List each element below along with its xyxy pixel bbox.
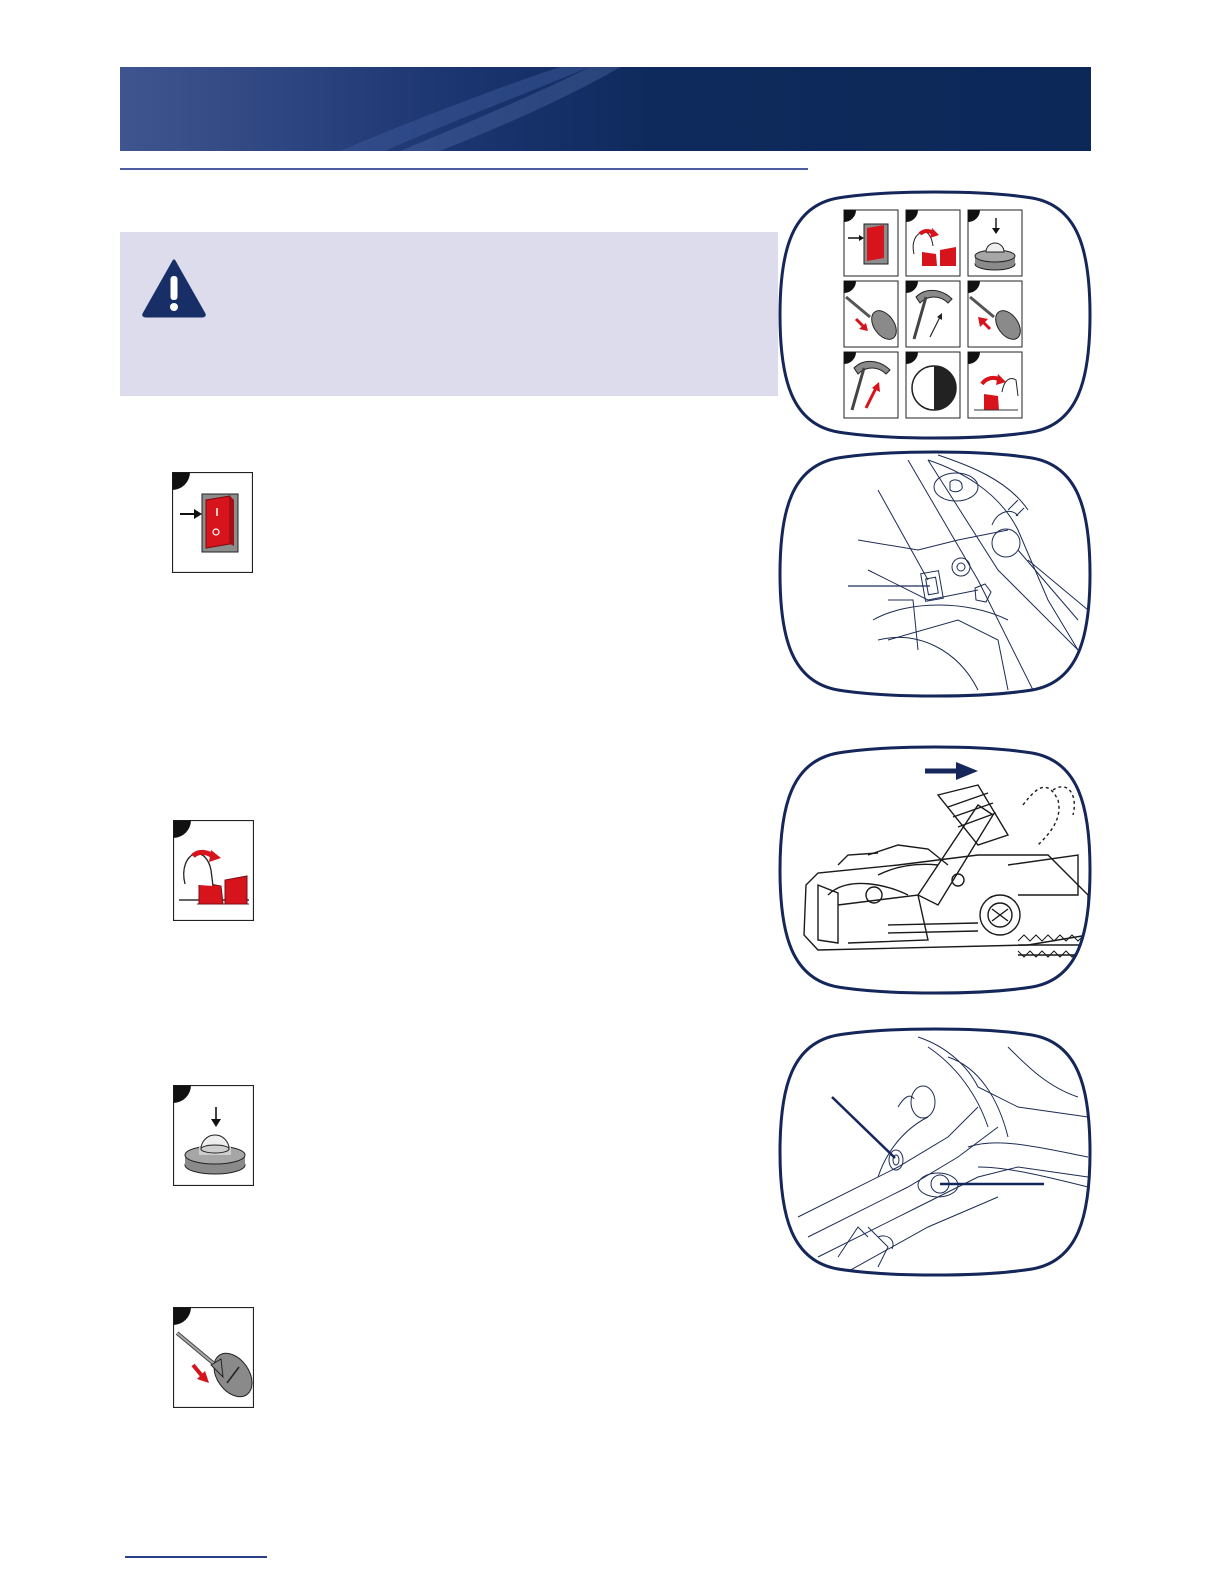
grid-choke-push-icon <box>968 281 1025 347</box>
warning-box <box>120 232 778 396</box>
overview-illustration <box>778 190 1092 440</box>
chainsaw-illustration <box>778 745 1092 995</box>
grid-half-choke-icon <box>906 352 960 418</box>
on-off-switch-icon <box>172 472 253 573</box>
grid-starter-pull-2-icon <box>844 352 898 418</box>
grid-chain-brake-icon <box>906 210 960 276</box>
section-rule <box>120 168 808 170</box>
primer-choke-location-illustration <box>778 1027 1092 1277</box>
warning-triangle-icon <box>141 258 207 318</box>
choke-lever-icon <box>173 1307 254 1408</box>
chain-brake-icon <box>173 820 254 921</box>
primer-bulb-icon <box>173 1085 254 1186</box>
header-band <box>120 67 1091 151</box>
footer-rule <box>125 1556 267 1558</box>
grid-primer-bulb-icon <box>968 210 1022 276</box>
grid-starter-pull-icon <box>906 281 960 347</box>
grid-chain-brake-release-icon <box>968 352 1022 418</box>
switch-location-illustration <box>778 450 1092 698</box>
grid-on-off-switch-icon <box>844 210 898 276</box>
grid-choke-lever-icon <box>844 281 901 347</box>
